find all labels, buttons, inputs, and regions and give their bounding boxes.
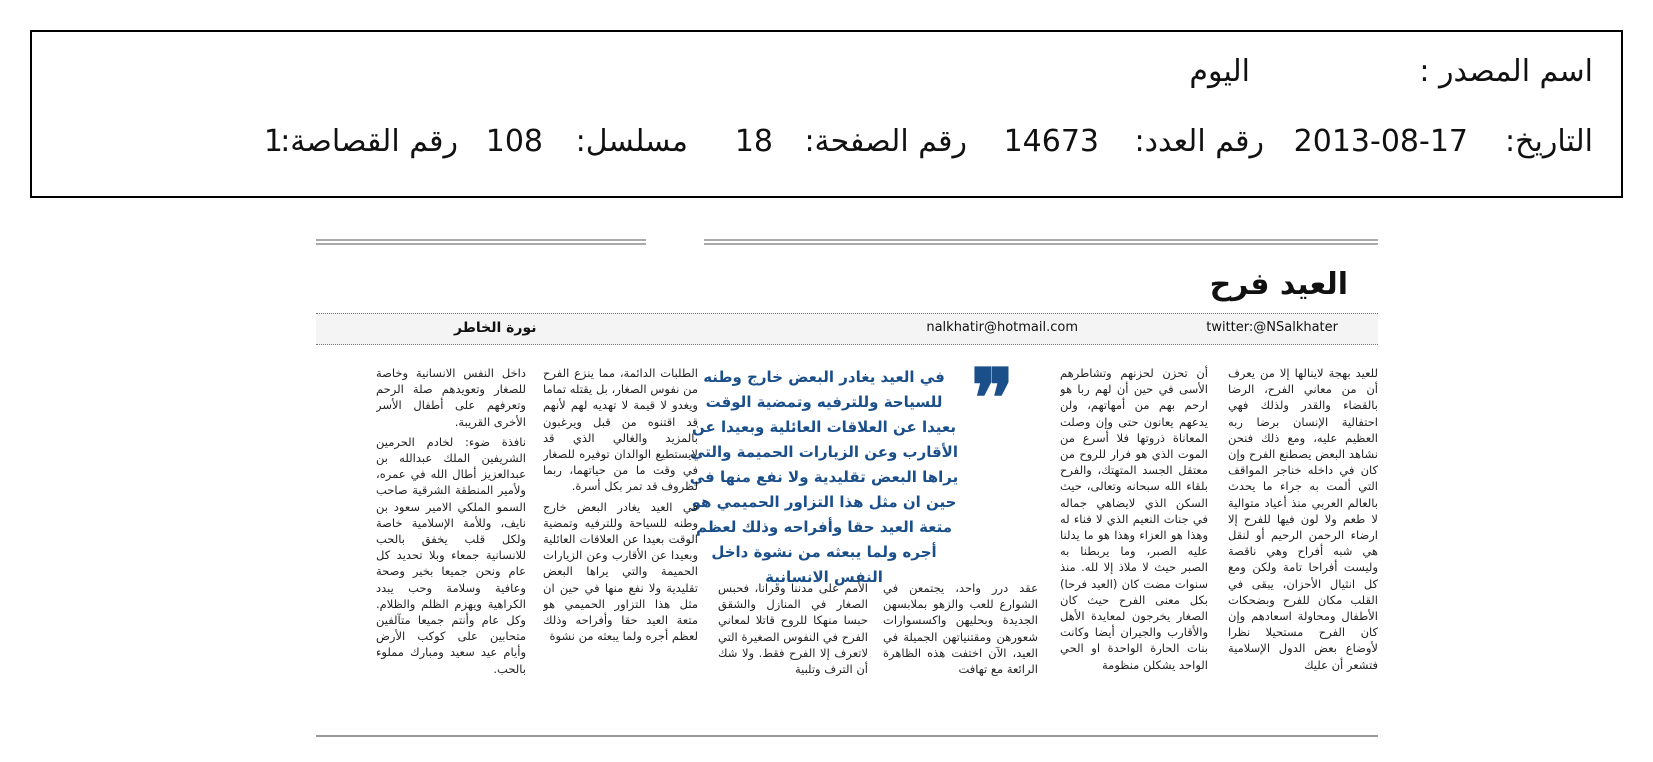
newspaper-clipping xyxy=(316,235,1378,745)
column-3-text: عقد درر واحد، يجتمعن في الشوارع للعب والزهو بملابسهن الجديدة وبحليهن واكسسوارات شعورهن ومقتنياتهن الجميلة في العيد، الآن اختفت هذه الظاهرة الرائعة مع تهافت xyxy=(883,581,1038,677)
article-title: العيد فرح xyxy=(1209,267,1348,302)
top-rule-left-2 xyxy=(316,243,646,245)
twitter-handle: twitter:@NSalkhater xyxy=(1206,320,1338,335)
top-rule-left xyxy=(316,239,646,241)
issue-label: رقم العدد: xyxy=(1134,124,1264,159)
clip-label: رقم القصاصة: xyxy=(280,124,458,159)
byline-bar xyxy=(316,313,1378,345)
clipping-header xyxy=(30,30,1623,198)
meta-row xyxy=(53,124,1593,164)
column-6-text-a: داخل النفس الانسانية وخاصة للصغار وتعويدهم صلة الرحم وتعرفهم على أطفال الأسر الأخرى القريبة. xyxy=(376,366,526,429)
top-rule-right-2 xyxy=(704,243,1378,245)
page-value: 18 xyxy=(734,124,773,159)
source-row xyxy=(53,54,1593,94)
column-1-text: للعيد بهجة لاينالها إلا من يعرف أن من معاني الفرح، الرضا بالقضاء والقدر ولذلك فهي احتفالية الإنسان برضا ربه العظيم عليه، ومع ذلك فنحن نشاهد البعض يصطنع الفرح وإن كان في داخله خناجر المواقف التي ألمت به جراء ما يحدث بالعالم العربي منذ أعياد متوالية لا طعم ولا لون فيها للفرح إلا ارضاء الرحمن الرحيم أو لنقل هي شبه أفراح وهي ناقصة وليست أفراحا تامة ولكن ومع كل انثيال الأحزان، يبقى في القلب مكان للفرح وبضحكات الأطفال ومحاولة اسعادهم وإن كان الفرح مستحيلا نظرا لأوضاع بعض الدول الإسلامية فتشعر أن عليك xyxy=(1228,366,1378,672)
column-2 xyxy=(1060,365,1208,730)
column-5-text-b: في العيد يغادر البعض خارج وطنه للسياحة وللترفيه وتمضية الوقت بعيدا عن العلاقات العائلية وبعيدا عن الأقارب وعن الزيارات الحميمة والتي يراها البعض تقليدية ولا نفع منها في حين ان مثل هذا التزاور الحميمي هو متعة العيد حقا وأفراحه وذلك لعظم أجره ولما يبعثه من نشوة xyxy=(543,499,698,644)
column-2-text: أن تحزن لحزنهم وتشاطرهم الأسى في حين أن لهم ربا هو ارحم بهم من أمهاتهم، ولن يدعهم يعانون حتى وإن وصلت المعاناة ذروتها فلا أسرع من الموت الذي هو فرار للروح من معتقل الجسد المتهتك، والفرح بلقاء الله سبحانه وتعالى، حيث السكن الذي لايضاهي جماله في جنات النعيم الذي لا فناء له وهذا هو العزاء وهذا هو ما يدلنا عليه الصبر، وما يربطنا به الصبر حيث لا ملاذ إلا لله. منذ سنوات مضت كان (العيد فرحا) بكل معنى الفرح حيث كان الصغار يخرجون لمعايدة الأهل والأقارب والجيران أيضا وكانت بنات الحارة الواحدة او الحي الواحد يشكلن منظومة xyxy=(1060,366,1208,672)
column-1 xyxy=(1228,365,1378,730)
serial-value: 108 xyxy=(485,124,543,159)
page-label: رقم الصفحة: xyxy=(804,124,967,159)
column-5-text-a: الطلبات الدائمة، مما ينزع الفرح من نفوس الصغار، بل يقتله تماما ويغدو لا قيمة لا تهديه لهم لأنهم قد اقتنوه من قبل ويرغبون بالمزيد والغالي الذي قد لايستطيع الوالدان توفيره للصغار في وقت ما من حياتهما، ربما لظروف قد تمر بكل أسرة. xyxy=(543,366,698,494)
quote-mark-icon: ❞ xyxy=(970,351,1014,445)
column-5 xyxy=(543,365,698,730)
top-rule-right xyxy=(704,239,1378,241)
email-address: nalkhatir@hotmail.com xyxy=(926,320,1078,335)
date-label: التاريخ: xyxy=(1505,124,1593,159)
clip-value: 1 xyxy=(263,124,283,159)
issue-value: 14673 xyxy=(1003,124,1099,159)
source-value: اليوم xyxy=(1189,54,1250,89)
pull-quote: في العيد يغادر البعض خارج وطنه للسياحة وللترفيه وتمضية الوقت بعيدا عن العلاقات العائلية وبعيدا عن الأقارب وعن الزيارات الحميمة والتي يراها البعض تقليدية ولا نفع منها في حين ان مثل هذا التزاور الحميمي هو متعة العيد حقا وأفراحه وذلك لعظم أجره ولما يبعثه من نشوة داخل النفس الانسانية xyxy=(689,368,959,586)
author-name: نورة الخاطر xyxy=(454,320,537,336)
column-3 xyxy=(883,580,1038,730)
column-4-text: الأمم على مدننا وقرانا، فحبس الصغار في المنازل والشقق حبسا منهكا للروح قاتلا لمعاني الفرح في النفوس الصغيرة التي لاتعرف إلا الفرح فقط. ولا شك أن الترف وتلبية xyxy=(718,581,868,677)
serial-label: مسلسل: xyxy=(575,124,688,159)
date-value: 2013-08-17 xyxy=(1293,124,1468,159)
source-label: اسم المصدر : xyxy=(1419,54,1593,89)
column-6 xyxy=(376,365,526,730)
bottom-rule xyxy=(316,735,1378,737)
column-4 xyxy=(718,580,868,730)
column-6-text-b: نافذة ضوء: لخادم الحرمين الشريفين الملك عبدالله بن عبدالعزيز أطال الله في عمره، ولأمير المنطقة الشرقية صاحب السمو الملكي الامير سعود بن نايف، وللأمة الإسلامية خاصة ولكل قلب يخفق بالحب للانسانية جمعاء وبلا تحديد كل عام ونحن جميعا بخير وصحة وعافية وسلامة وحب يبدد الكراهية ويهزم الظلم والظلام. وكل عام وأنتم جميعا متآلفين متحابين على كوكب الأرض وأيام عيد سعيد ومبارك مملوء بالحب. xyxy=(376,434,526,676)
